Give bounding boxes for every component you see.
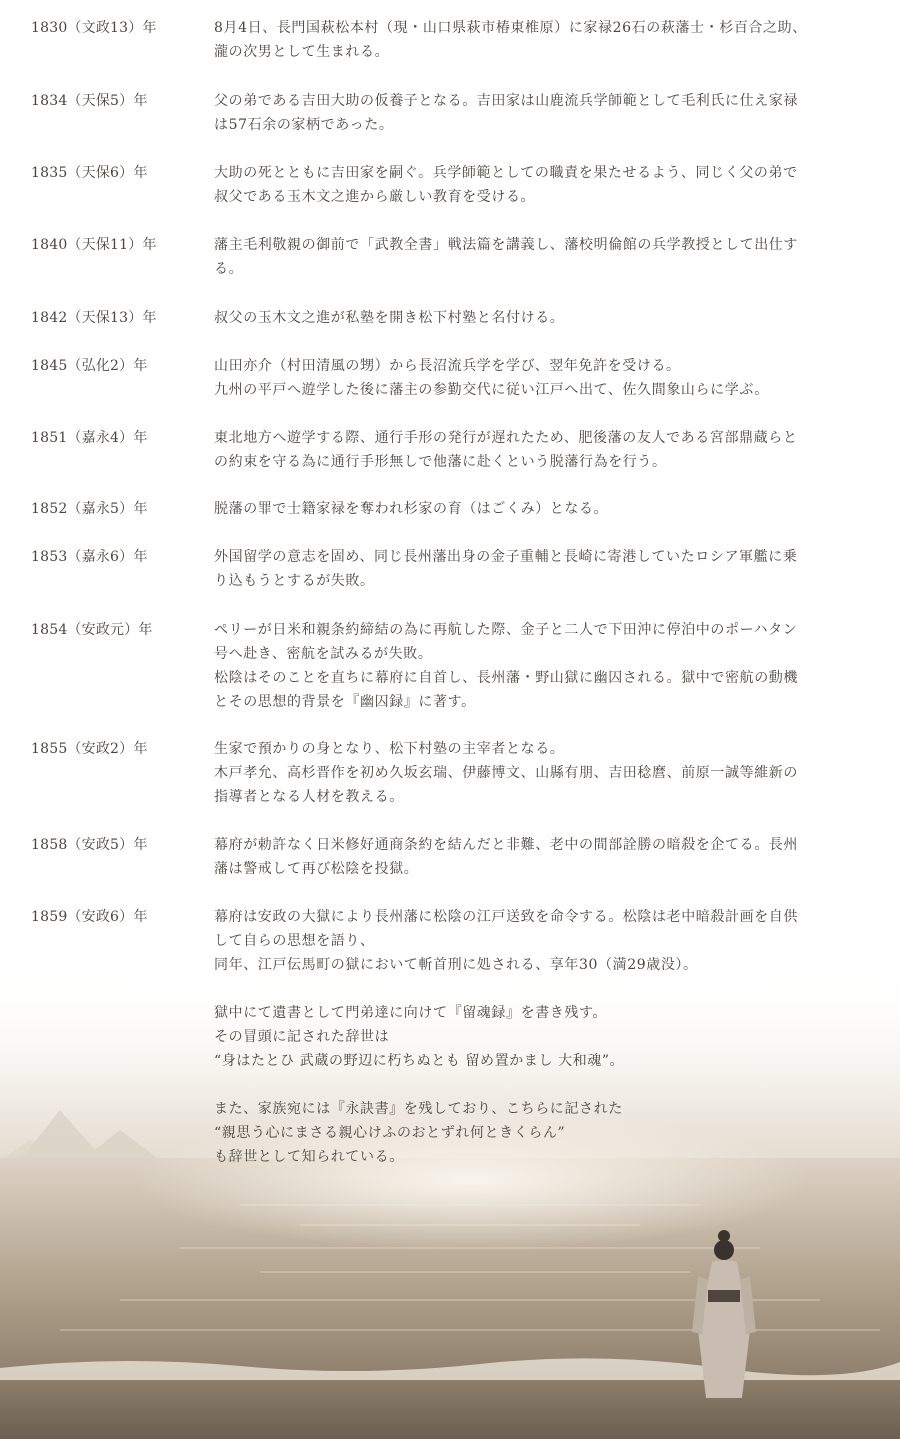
entry-year: 1858（安政5）年 <box>31 837 148 853</box>
entry-description <box>214 618 860 714</box>
entry-year: 1834（天保5）年 <box>31 93 148 109</box>
description-line: の約束を守る為に通行手形無しで他藩に赴くという脱藩行為を行う。 <box>214 454 667 470</box>
description-line: 幕府が勅許なく日米修好通商条約を結んだと非難、老中の間部詮勝の暗殺を企てる。長州 <box>214 837 798 853</box>
entry-year: 1835（天保6）年 <box>31 165 148 181</box>
entry-year: 1830（文政13）年 <box>31 20 157 36</box>
entry-description <box>214 89 860 137</box>
description-line: 生家で預かりの身となり、松下村塾の主宰者となる。 <box>214 741 565 757</box>
entry-description <box>214 905 860 1169</box>
description-line: 指導者となる人材を教える。 <box>214 789 404 805</box>
description-line: その冒頭に記された辞世は <box>214 1029 390 1045</box>
description-line: 父の弟である吉田大助の仮養子となる。吉田家は山鹿流兵学師範として毛利氏に仕え家禄 <box>214 93 798 109</box>
entry-year: 1840（天保11）年 <box>31 237 157 253</box>
description-line <box>214 1073 860 1097</box>
entry-year: 1842（天保13）年 <box>31 310 157 326</box>
entry-description <box>214 354 860 402</box>
description-line: 号へ赴き、密航を試みるが失敗。 <box>214 646 433 662</box>
entry-year: 1854（安政元）年 <box>31 622 153 638</box>
description-line: 瀧の次男として生まれる。 <box>214 44 390 60</box>
description-line: とその思想的背景を『幽囚録』に著す。 <box>214 694 476 710</box>
description-line: 九州の平戸へ遊学した後に藩主の参勤交代に従い江戸へ出て、佐久間象山らに学ぶ。 <box>214 382 769 398</box>
description-line: 脱藩の罪で士籍家禄を奪われ杉家の育（はごくみ）となる。 <box>214 501 609 517</box>
entry-year: 1853（嘉永6）年 <box>31 549 148 565</box>
entry-description <box>214 161 860 209</box>
description-line: 叔父の玉木文之進が私塾を開き松下村塾と名付ける。 <box>214 310 565 326</box>
description-line: “身はたとひ 武蔵の野辺に朽ちぬとも 留め置かまし 大和魂”。 <box>214 1053 625 1069</box>
entry-description <box>214 545 860 593</box>
description-line: 叔父である玉木文之進から厳しい教育を受ける。 <box>214 189 536 205</box>
description-line: また、家族宛には『永訣書』を残しており、こちらに記された <box>214 1101 623 1117</box>
description-line: り込もうとするが失敗。 <box>214 573 375 589</box>
description-line: 幕府は安政の大獄により長州藩に松陰の江戸送致を命令する。松陰は老中暗殺計画を自供 <box>214 909 798 925</box>
description-line: は57石余の家柄であった。 <box>214 117 394 133</box>
entry-description <box>214 233 860 281</box>
description-line: 外国留学の意志を固め、同じ長州藩出身の金子重輔と長崎に寄港していたロシア軍艦に乗 <box>214 549 798 565</box>
description-line: 8月4日、長門国萩松本村（現・山口県萩市椿東椎原）に家禄26石の萩藩士・杉百合之助、 <box>214 20 807 36</box>
entry-description <box>214 497 860 521</box>
description-line: る。 <box>214 261 244 277</box>
entry-description <box>214 16 860 64</box>
description-line: 木戸孝允、高杉晋作を初め久坂玄瑞、伊藤博文、山縣有朋、吉田稔麿、前原一誠等維新の <box>214 765 798 781</box>
description-line: して自らの思想を語り、 <box>214 933 375 949</box>
entry-year: 1851（嘉永4）年 <box>31 430 148 446</box>
entry-year: 1859（安政6）年 <box>31 909 148 925</box>
description-line: 大助の死とともに吉田家を嗣ぐ。兵学師範としての職責を果たせるよう、同じく父の弟で <box>214 165 798 181</box>
description-line: 獄中にて遺書として門弟達に向けて『留魂録』を書き残す。 <box>214 1005 608 1021</box>
entry-year: 1852（嘉永5）年 <box>31 501 148 517</box>
entry-year: 1855（安政2）年 <box>31 741 148 757</box>
description-line: 山田亦介（村田清風の甥）から長沼流兵学を学び、翌年免許を受ける。 <box>214 358 681 374</box>
description-line: “親思う心にまさる親心けふのおとずれ何ときくらん” <box>214 1125 566 1141</box>
description-line: も辞世として知られている。 <box>214 1149 404 1165</box>
entry-description <box>214 737 860 809</box>
entry-description <box>214 306 860 330</box>
description-line: 松陰はそのことを直ちに幕府に自首し、長州藩・野山獄に幽囚される。獄中で密航の動機 <box>214 670 798 686</box>
description-line: 藩主毛利敬親の御前で「武教全書」戦法篇を講義し、藩校明倫館の兵学教授として出仕す <box>214 237 798 253</box>
entry-description <box>214 833 860 881</box>
description-line: 同年、江戸伝馬町の獄において斬首刑に処される、享年30（満29歳没）。 <box>214 957 698 973</box>
description-line: 東北地方へ遊学する際、通行手形の発行が遅れたため、肥後藩の友人である宮部鼎蔵らと <box>214 430 798 446</box>
description-line: ペリーが日米和親条約締結の為に再航した際、金子と二人で下田沖に停泊中のポーハタン <box>214 622 798 638</box>
entry-description <box>214 426 860 474</box>
description-line: 藩は警戒して再び松陰を投獄。 <box>214 861 419 877</box>
entry-year: 1845（弘化2）年 <box>31 358 148 374</box>
description-line <box>214 977 860 1001</box>
